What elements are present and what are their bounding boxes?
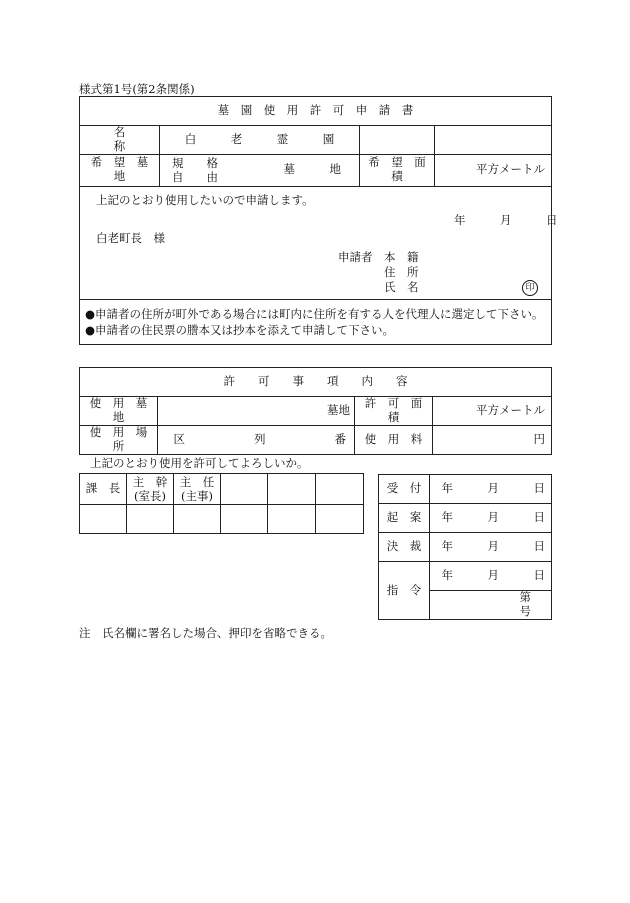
approval-statement: 上記のとおり使用を許可してよろしいか。: [90, 456, 309, 470]
name-extra-2[interactable]: [435, 126, 552, 155]
shunin-label: 主 任 (主事): [174, 474, 221, 505]
kian-label: 起 案: [379, 504, 430, 533]
application-statement: 上記のとおり使用したいので申請します。: [96, 192, 314, 207]
application-body: [80, 186, 558, 299]
stamp-cell-5[interactable]: [268, 505, 316, 534]
bochi-label: 墓 地: [283, 162, 341, 177]
shirei-number[interactable]: 第 号: [430, 591, 552, 620]
hope-plot-label: 希 望 墓 地: [80, 154, 160, 186]
honseki-label: 本 籍: [384, 249, 419, 264]
stamp-cell-4[interactable]: [221, 505, 268, 534]
ka-cho-label: 課 長: [80, 474, 127, 505]
note-2: ●申請者の住民票の謄本又は抄本を添えて申請して下さい。: [85, 322, 395, 337]
footnote: 注 氏名欄に署名した場合、押印を省略できる。: [79, 626, 332, 640]
jiyu-option[interactable]: 自 由: [172, 170, 218, 185]
process-table: [378, 474, 612, 620]
fee-unit[interactable]: 円: [433, 425, 552, 454]
uketsuke-date[interactable]: 年 月 日: [430, 475, 552, 504]
kian-date[interactable]: 年 月 日: [430, 504, 552, 533]
approval-blank-1[interactable]: [221, 474, 268, 505]
permit-area-unit: 平方メートル: [433, 397, 552, 426]
note-1: ●申請者の住所が町外である場合には町内に住所を有する人を代理人に選定して下さい。: [85, 306, 544, 321]
use-place-label: 使 用 場 所: [80, 425, 158, 454]
uketsuke-label: 受 付: [379, 475, 430, 504]
kikaku-option[interactable]: 規 格: [172, 156, 218, 171]
use-plot-value[interactable]: 墓地: [158, 397, 355, 426]
name-extra-1[interactable]: [360, 126, 435, 155]
use-place-value[interactable]: 区 列 番: [158, 425, 355, 454]
shimei-label: 氏 名: [384, 279, 419, 294]
application-date[interactable]: 年 月 日: [454, 212, 558, 227]
approval-blank-3[interactable]: [316, 474, 364, 505]
stamp-cell-6[interactable]: [316, 505, 364, 534]
application-title: 墓 園 使 用 許 可 申 請 書: [80, 97, 552, 126]
stamp-cell-3[interactable]: [174, 505, 221, 534]
approval-table: [79, 473, 364, 534]
stamp-cell-1[interactable]: [80, 505, 127, 534]
permit-table: [79, 367, 552, 455]
use-plot-label: 使 用 墓 地: [80, 397, 158, 426]
form-id: 様式第1号(第2条関係): [79, 82, 195, 96]
shirei-label: 指 令: [379, 562, 430, 620]
area-label: 希 望 面 積: [360, 154, 435, 186]
shirei-date[interactable]: 年 月 日: [430, 562, 552, 591]
jusho-label: 住 所: [384, 264, 419, 279]
hope-plot-field[interactable]: [160, 154, 360, 186]
kessai-label: 決 裁: [379, 533, 430, 562]
notes: [80, 299, 552, 344]
stamp-cell-2[interactable]: [127, 505, 174, 534]
seal-stamp: 印: [522, 280, 538, 296]
applicant-label: 申請者: [338, 249, 373, 264]
fee-label: 使 用 料: [355, 425, 433, 454]
application-form: [79, 96, 558, 345]
shukan-label: 主 幹 (室長): [127, 474, 174, 505]
area-unit: 平方メートル: [435, 154, 552, 186]
kessai-date[interactable]: 年 月 日: [430, 533, 552, 562]
approval-blank-2[interactable]: [268, 474, 316, 505]
addressee: 白老町長 様: [96, 230, 165, 245]
permit-area-label: 許 可 面 積: [355, 397, 433, 426]
permit-title: 許 可 事 項 内 容: [80, 368, 552, 397]
name-value: 白 老 霊 園: [160, 126, 360, 155]
name-label: 名 称: [80, 126, 160, 155]
